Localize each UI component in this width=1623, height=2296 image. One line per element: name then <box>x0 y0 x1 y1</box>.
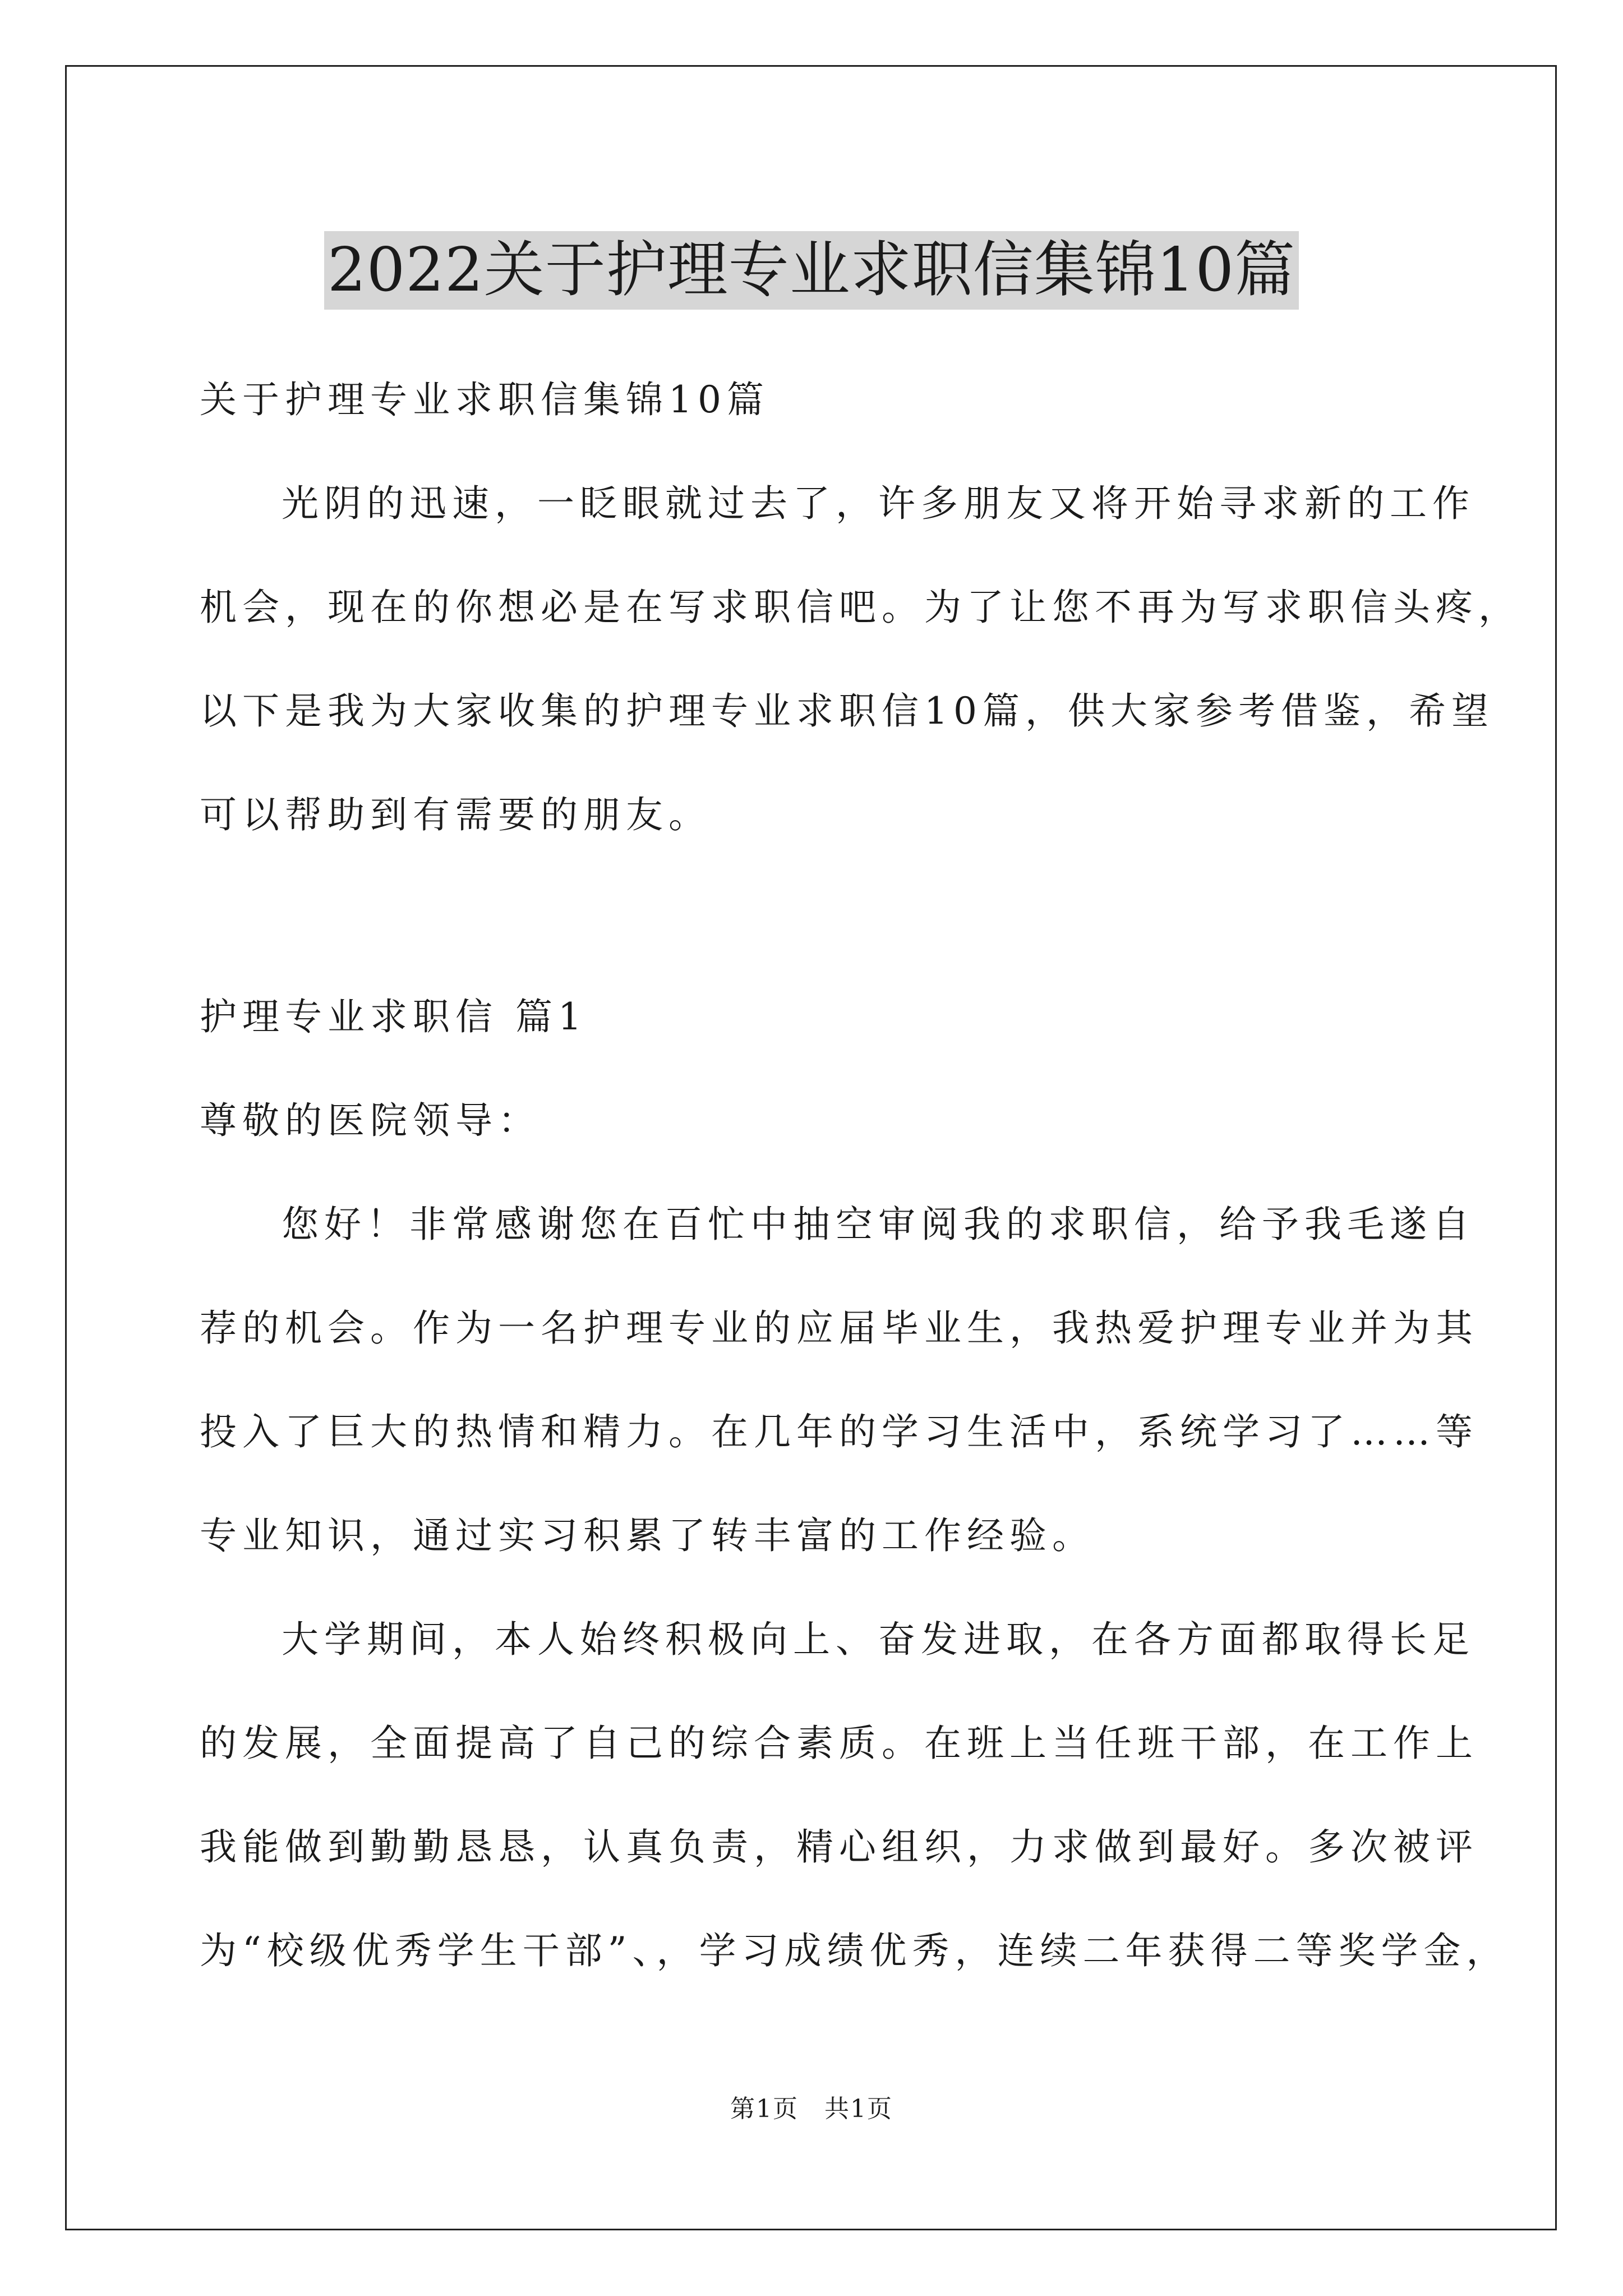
document-title: 2022关于护理专业求职信集锦10篇 <box>324 231 1299 310</box>
intro-line: 光阴的迅速，一眨眼就过去了，许多朋友又将开始寻求新的工作 <box>282 482 1475 525</box>
paragraph-line: 您好！非常感谢您在百忙中抽空审阅我的求职信，给予我毛遂自 <box>282 1203 1475 1246</box>
intro-line: 可以帮助到有需要的朋友。 <box>200 793 711 836</box>
document-body <box>200 348 1521 2003</box>
paragraph-line: 荐的机会。作为一名护理专业的应届毕业生，我热爱护理专业并为其 <box>200 1306 1478 1350</box>
paragraph-line: 为“校级优秀学生干部”、，学习成绩优秀，连续二年获得二等奖学金， <box>200 1929 1509 1972</box>
paragraph-line: 我能做到勤勤恳恳，认真负责，精心组织，力求做到最好。多次被评 <box>200 1825 1478 1869</box>
paragraph-line: 专业知识，通过实习积累了转丰富的工作经验。 <box>200 1514 1095 1557</box>
page-footer: 第1页 共1页 <box>730 2095 893 2123</box>
document-subtitle: 关于护理专业求职信集锦10篇 <box>200 378 769 421</box>
intro-line: 以下是我为大家收集的护理专业求职信10篇，供大家参考借鉴，希望 <box>200 689 1494 733</box>
paragraph-line: 大学期间，本人始终积极向上、奋发进取，在各方面都取得长足 <box>282 1618 1475 1661</box>
spacer <box>200 867 1428 965</box>
intro-line: 机会，现在的你想必是在写求职信吧。为了让您不再为写求职信头疼， <box>200 586 1521 629</box>
paragraph-line: 投入了巨大的热情和精力。在几年的学习生活中，系统学习了……等 <box>200 1410 1478 1453</box>
title-container <box>0 191 1623 351</box>
section-heading: 护理专业求职信 篇1 <box>200 995 587 1038</box>
salutation: 尊敬的医院领导： <box>200 1099 541 1142</box>
paragraph-line: 的发展，全面提高了自己的综合素质。在班上当任班干部，在工作上 <box>200 1722 1478 1765</box>
